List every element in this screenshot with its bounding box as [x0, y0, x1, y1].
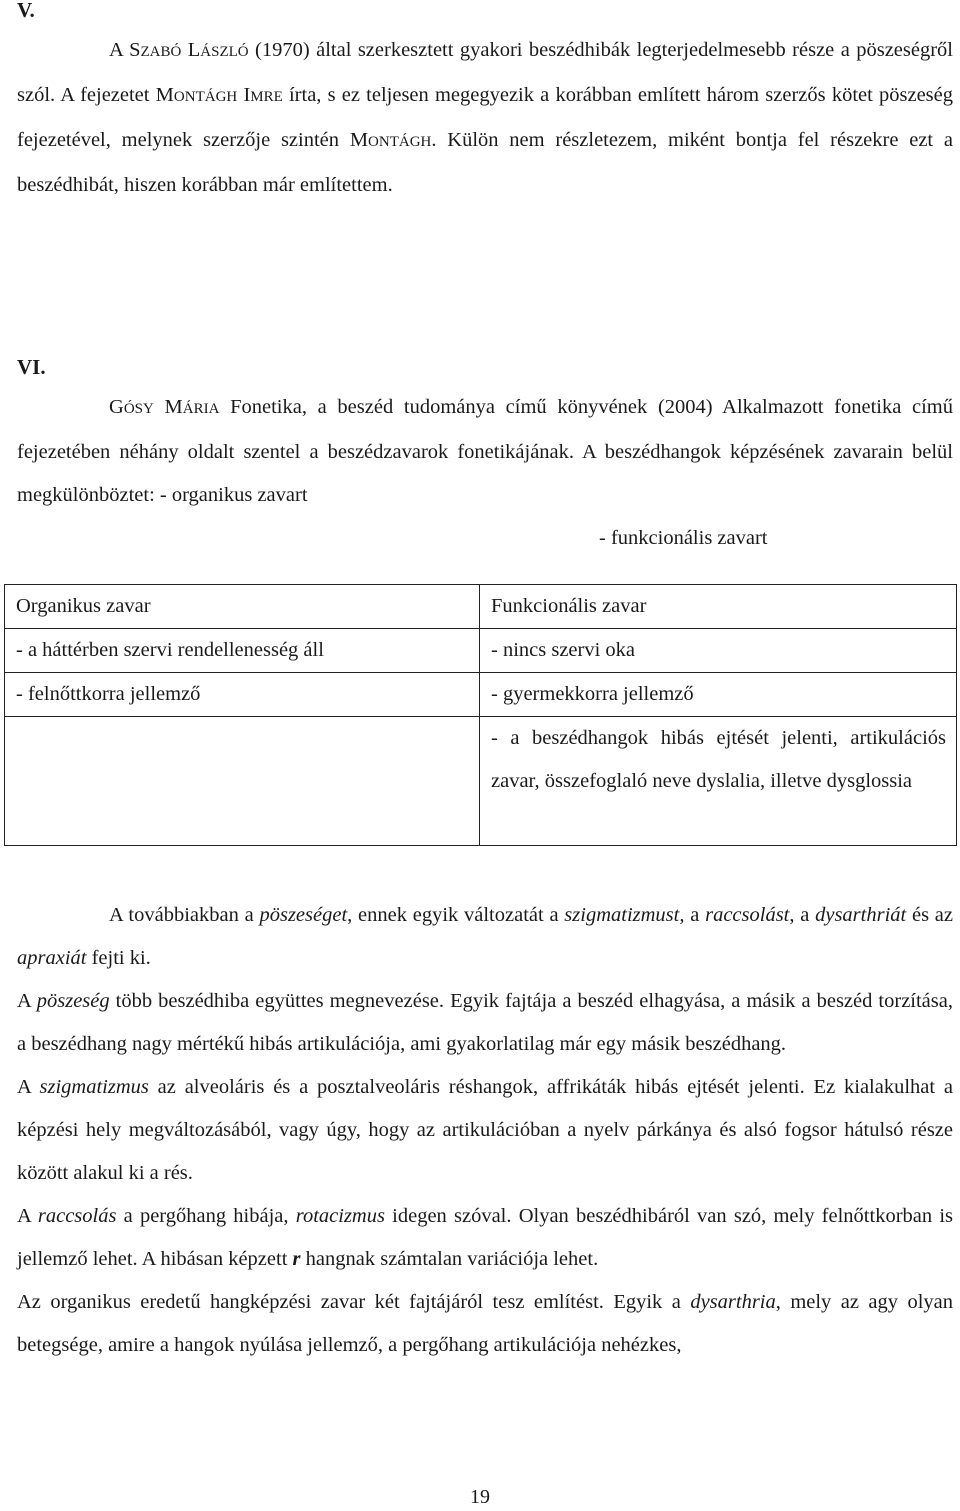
table-row [5, 717, 957, 846]
table-header-cell: Funkcionális zavar [480, 585, 957, 629]
section-heading-vi: VI. [17, 355, 46, 379]
table-header-cell: Organikus zavar [5, 585, 480, 629]
section-vi-body [17, 386, 953, 560]
author-name: MONTÁGH [349, 129, 432, 151]
table-cell: - a háttérben szervi rendellenesség áll [5, 629, 480, 673]
paragraph-gosy: GÓSY MÁRIA Fonetika, a beszéd tudománya című könyvének (2004) Alkalmazott fonetika című fejezetében néhány oldalt szentel a beszédzavarok fonetikájának. A beszédhangok képzésének zavarain belül megkülönböztet: - organikus zavart [17, 396, 953, 506]
table-cell-empty [5, 717, 480, 846]
paragraph-dysarthria: Az organikus eredetű hangképzési zavar két fajtájáról tesz említést. Egyik a dysarthria, mely az agy olyan betegsége, amire a hangok nyúlása jellemző, a pergőhang artikulációja nehézkes, [17, 1291, 953, 1356]
table-cell: - nincs szervi oka [480, 629, 957, 673]
table-cell: - a beszédhangok hibás ejtését jelenti, artikulációs zavar, összefoglaló neve dyslalia, illetve dysglossia [480, 717, 957, 846]
table-row [5, 629, 957, 673]
section-v-body [17, 29, 953, 207]
section-heading-v: V. [17, 0, 35, 22]
paragraph-raccsolas: A raccsolás a pergőhang hibája, rotacizmus idegen szóval. Olyan beszédhibáról van szó, mely felnőttkorban is jellemző lehet. A hibásan képzett r hangnak számtalan variációja lehet. [17, 1205, 953, 1270]
table-cell: - felnőttkorra jellemző [5, 673, 480, 717]
paragraph-overview: A továbbiakban a pöszeséget, ennek egyik változatát a szigmatizmust, a raccsolást, a dysarthriát és az apraxiát fejti ki. [17, 904, 954, 969]
body-text [17, 894, 953, 1367]
author-name: MONTÁGH IMRE [155, 84, 283, 106]
table-row [5, 673, 957, 717]
comparison-table [4, 584, 957, 846]
paragraph-szabo: A SZABÓ LÁSZLÓ (1970) által szerkesztett gyakori beszédhibák legterjedelmesebb része a pöszeségről szól. A fejezetet MONTÁGH IMRE írta, s ez teljesen megegyezik a korábban említett három szerzős kötet pöszeség fejezetével, melynek szerzője szintén MONTÁGH. Külön nem részletezem, miként bontja fel részekre ezt a beszédhibát, hiszen korábban már említettem. [17, 39, 954, 196]
paragraph-poszeseg: A pöszeség több beszédhiba együttes megnevezése. Egyik fajtája a beszéd elhagyása, a másik a beszéd torzítása, a beszédhang nagy mértékű hibás artikulációja, ami gyakorlatilag már egy másik beszédhang. [17, 990, 953, 1055]
page-number: 19 [470, 1486, 490, 1508]
author-name: GÓSY MÁRIA [109, 396, 220, 418]
table-cell: - gyermekkorra jellemző [480, 673, 957, 717]
paragraph-szigmatizmus: A szigmatizmus az alveoláris és a posztalveoláris réshangok, affrikáták hibás ejtését jelenti. Ez kialakulhat a képzési hely megváltozásából, vagy úgy, hogy az artikulációban a nyelv párkánya és alsó fogsor hátulsó része között alakul ki a rés. [17, 1076, 953, 1184]
author-name: SZABÓ LÁSZLÓ [129, 39, 249, 61]
functional-disorder-line: - funkcionális zavart [599, 527, 768, 549]
table-row [5, 585, 957, 629]
